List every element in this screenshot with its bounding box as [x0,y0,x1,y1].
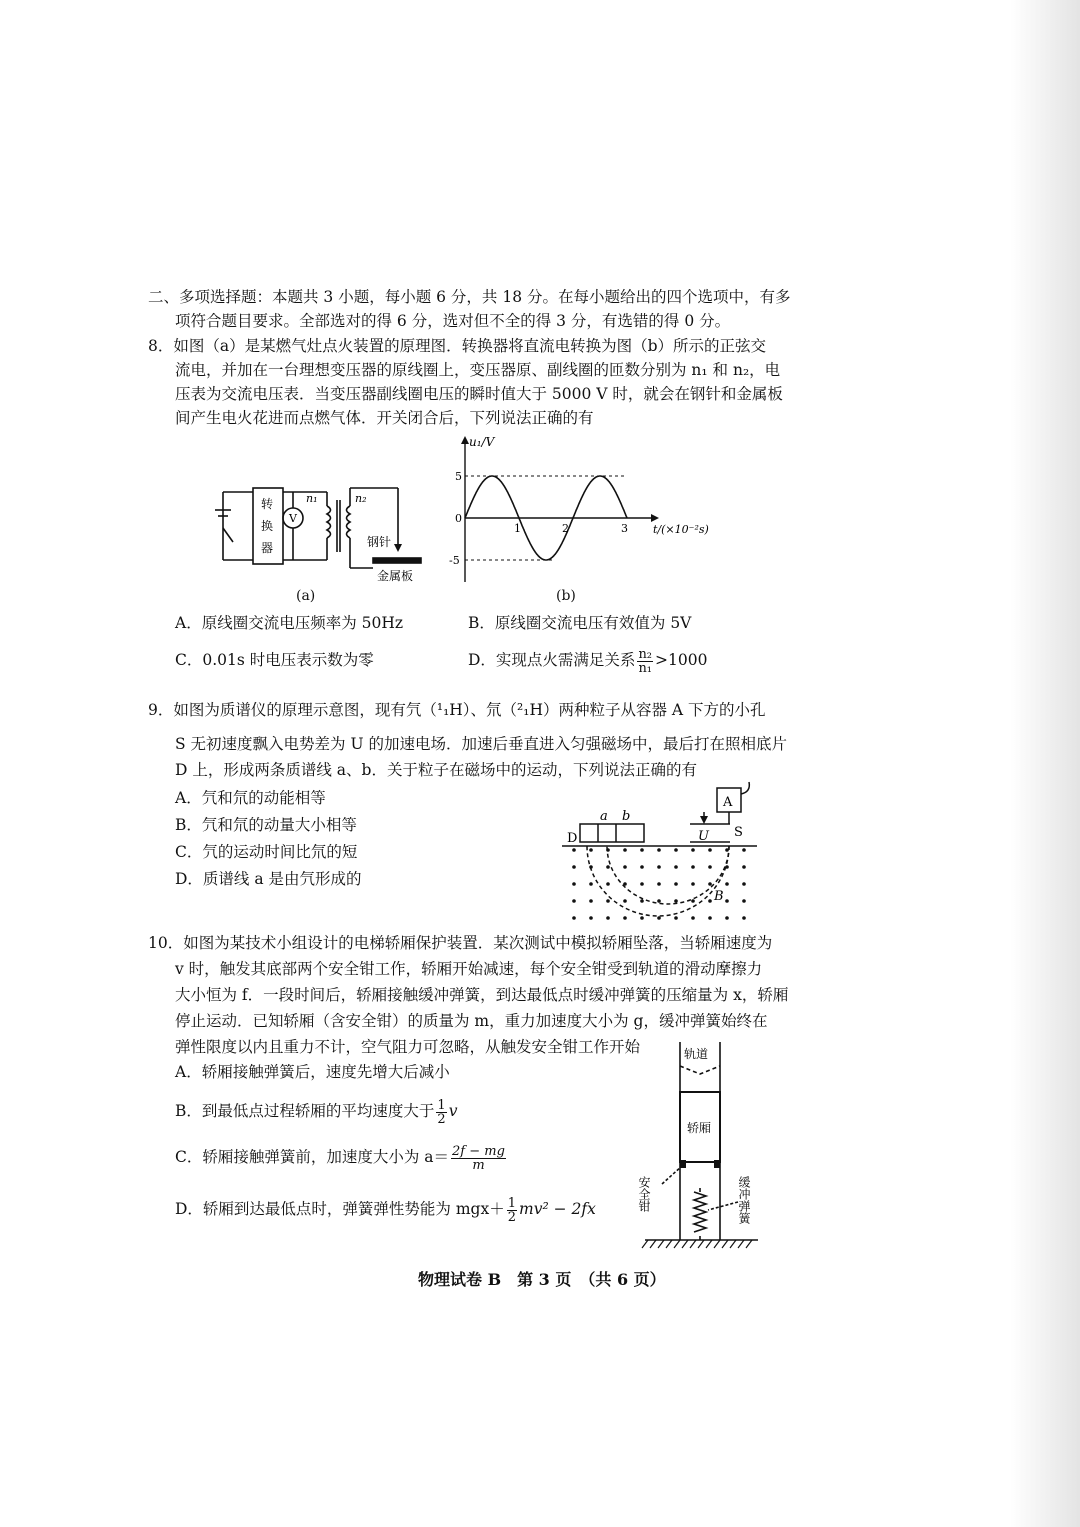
rail-label: 轨道 [684,1047,709,1061]
converter-char-2: 换 [261,519,274,533]
field-dot [572,899,576,903]
ground-hatch [674,1240,680,1248]
field-dot [691,865,695,869]
q9-option-d: D．质谱线 a 是由氕形成的 [175,870,362,888]
field-dot [674,865,678,869]
q10-option-c [175,1140,508,1174]
fig-a-caption: (a) [296,588,316,604]
field-dot [708,899,712,903]
field-dot [742,882,746,886]
q10-stem-line4: 停止运动．已知轿厢（含安全钳）的质量为 m，重力加速度大小为 g，缓冲弹簧始终在 [175,1012,768,1030]
label-field-b: B [714,889,724,904]
field-dot [742,865,746,869]
field-dot [691,848,695,852]
q8-option-a: A．原线圈交流电压频率为 50Hz [175,614,404,632]
field-dot [606,899,610,903]
field-dot [657,882,661,886]
field-dot [691,899,695,903]
field-dot [674,882,678,886]
q10-b-num: 1 [437,1097,446,1113]
field-dot [640,899,644,903]
field-dot [572,848,576,852]
field-dot [589,848,593,852]
q10-b-var: v [448,1102,458,1120]
field-dot [708,916,712,920]
clamp-label: 安全钳 [637,1176,651,1212]
q9-stem-line1: 9．如图为质谱仪的原理示意图，现有氕（¹₁H）、氘（²₁H）两种粒子从容器 A 下方的小孔 [148,701,766,719]
field-dot [606,865,610,869]
q10-c-den: m [472,1157,485,1173]
field-dot [572,882,576,886]
q10-stem-line1: 10．如图为某技术小组设计的电梯轿厢保护装置．某次测试中模拟轿厢坠落，当轿厢速度为 [148,934,773,952]
n2-label: n₂ [355,492,367,505]
n1-label: n₁ [306,492,318,505]
field-dot [708,865,712,869]
voltmeter-label: V [289,512,297,525]
q10-d-fraction [507,1197,517,1224]
q10-d-text: D．轿厢到达最低点时，弹簧弹性势能为 mgx＋ [175,1200,505,1218]
q9-option-c: C．氕的运动时间比氘的短 [175,843,358,861]
q8-circuit-figure [205,470,435,588]
field-dot [674,899,678,903]
field-dot [640,865,644,869]
q10-option-b [175,1094,457,1128]
q8-option-c: C．0.01s 时电压表示数为零 [175,651,374,669]
field-dot [623,865,627,869]
x-tick-1: 1 [514,522,521,535]
field-dot [708,848,712,852]
ground-hatch [714,1240,720,1248]
q8-d-text: D．实现点火需满足关系 [468,651,636,669]
x-tick-3: 3 [621,522,628,535]
plate-label: 金属板 [377,569,414,583]
ground-hatch [658,1240,664,1248]
q10-b-fraction [436,1099,446,1126]
q10-stem-line2: v 时，触发其底部两个安全钳工作，轿厢开始减速，每个安全钳受到轨道的滑动摩擦力 [175,960,763,978]
q8-d-den: n₁ [638,660,653,676]
field-dot [657,899,661,903]
field-dot [708,882,712,886]
section-heading-line1: 二、多项选择题：本题共 3 小题，每小题 6 分，共 18 分。在每小题给出的四个选项中，有多 [148,288,791,306]
q8-stem-line3: 压表为交流电压表．当变压器副线圈电压的瞬时值大于 5000 V 时，就会在钢针和金属板 [175,385,783,403]
q8-stem-line4: 间产生电火花进而点燃气体．开关闭合后，下列说法正确的有 [175,409,594,427]
q10-c-fraction [451,1145,506,1172]
label-s: S [734,825,743,840]
q10-b-text: B．到最低点过程轿厢的平均速度大于 [175,1102,435,1120]
ground-hatch [730,1240,736,1248]
q10-d-den: 2 [507,1209,516,1225]
field-dot [623,916,627,920]
ground-hatch [698,1240,704,1248]
x-axis-label: t/(×10⁻²s) [653,523,709,536]
q10-c-text: C．轿厢接触弹簧前，加速度大小为 a＝ [175,1148,450,1166]
field-dot [725,899,729,903]
fig-b-caption: (b) [556,588,576,604]
field-dot [589,882,593,886]
q10-b-den: 2 [437,1111,446,1127]
field-dot [691,882,695,886]
x-tick-2: 2 [562,522,569,535]
q8-option-d [468,643,707,677]
label-b: b [622,809,631,824]
converter-char-3: 器 [261,541,274,555]
section-heading-line2: 项符合题目要求。全部选对的得 6 分，选对但不全的得 3 分，有选错的得 0 分。 [175,312,731,330]
y-axis-label: u₁/V [469,435,495,449]
q10-stem-line3: 大小恒为 f．一段时间后，轿厢接触缓冲弹簧，到达最低点时缓冲弹簧的压缩量为 x，轿厢 [175,986,789,1004]
field-dot [589,899,593,903]
field-dot [640,848,644,852]
q8-option-b: B．原线圈交流电压有效值为 5V [468,614,692,632]
spring-label: 缓冲弹簧 [737,1176,751,1224]
q8-d-fraction [637,648,653,675]
field-dot [674,848,678,852]
field-dot [657,848,661,852]
q8-d-relation: >1000 [655,651,708,669]
ground-hatch [650,1240,656,1248]
ground-hatch [642,1240,648,1248]
needle-label: 钢针 [367,535,392,549]
label-d: D [567,831,578,846]
page-footer: 物理试卷 B 第 3 页 （共 6 页） [418,1270,666,1289]
field-dot [742,899,746,903]
label-container-a: A [723,795,733,810]
q9-spectrometer-figure [562,780,772,930]
label-a: a [600,809,608,824]
q9-stem-line2: S 无初速度飘入电势差为 U 的加速电场．加速后垂直进入匀强磁场中，最后打在照相底片 [175,735,787,753]
q10-d-expr: mv² − 2fx [519,1200,596,1218]
y-tick-0: 0 [455,512,462,525]
ground-hatch [690,1240,696,1248]
field-dot [623,899,627,903]
field-dot [589,916,593,920]
q8-stem-line2: 流电，并加在一台理想变压器的原线圈上，变压器原、副线圈的匝数分别为 n₁ 和 n₂，电 [175,361,781,379]
field-dot [606,882,610,886]
field-dot [640,882,644,886]
q10-d-num: 1 [507,1195,516,1211]
q9-stem-line3: D 上，形成两条质谱线 a、b．关于粒子在磁场中的运动，下列说法正确的有 [175,761,697,779]
q8-d-num: n₂ [638,646,653,662]
field-dot [725,882,729,886]
ground-hatch [738,1240,744,1248]
field-dot [691,916,695,920]
field-dot [623,848,627,852]
ground-hatch [706,1240,712,1248]
q10-option-a: A．轿厢接触弹簧后，速度先增大后减小 [175,1063,450,1081]
y-tick-neg5: -5 [449,554,460,567]
q10-stem-line5: 弹性限度以内且重力不计，空气阻力可忽略，从触发安全钳工作开始 [175,1038,641,1056]
label-u: U [698,829,709,844]
ground-hatch [682,1240,688,1248]
field-dot [657,865,661,869]
field-dot [742,848,746,852]
q8-waveform-figure [445,432,735,592]
q8-stem-line1: 8．如图（a）是某燃气灶点火装置的原理图．转换器将直流电转换为图（b）所示的正弦交 [148,337,767,355]
field-dot [572,916,576,920]
ground-hatch [666,1240,672,1248]
ground-hatch [746,1240,752,1248]
ground-hatch [722,1240,728,1248]
field-dot [742,916,746,920]
q10-c-num: 2f − mg [452,1143,505,1159]
y-tick-5: 5 [455,470,462,483]
car-label: 轿厢 [687,1121,712,1135]
q9-option-b: B．氕和氘的动量大小相等 [175,816,357,834]
field-dot [640,916,644,920]
field-dot [725,916,729,920]
q10-option-d [175,1192,596,1226]
converter-char-1: 转 [261,497,274,511]
field-dot [657,916,661,920]
scan-shadow [1010,0,1080,1527]
field-dot [606,916,610,920]
field-dot [572,865,576,869]
field-dot [674,916,678,920]
q9-option-a: A．氕和氘的动能相等 [175,789,326,807]
q10-elevator-figure [637,1042,770,1257]
